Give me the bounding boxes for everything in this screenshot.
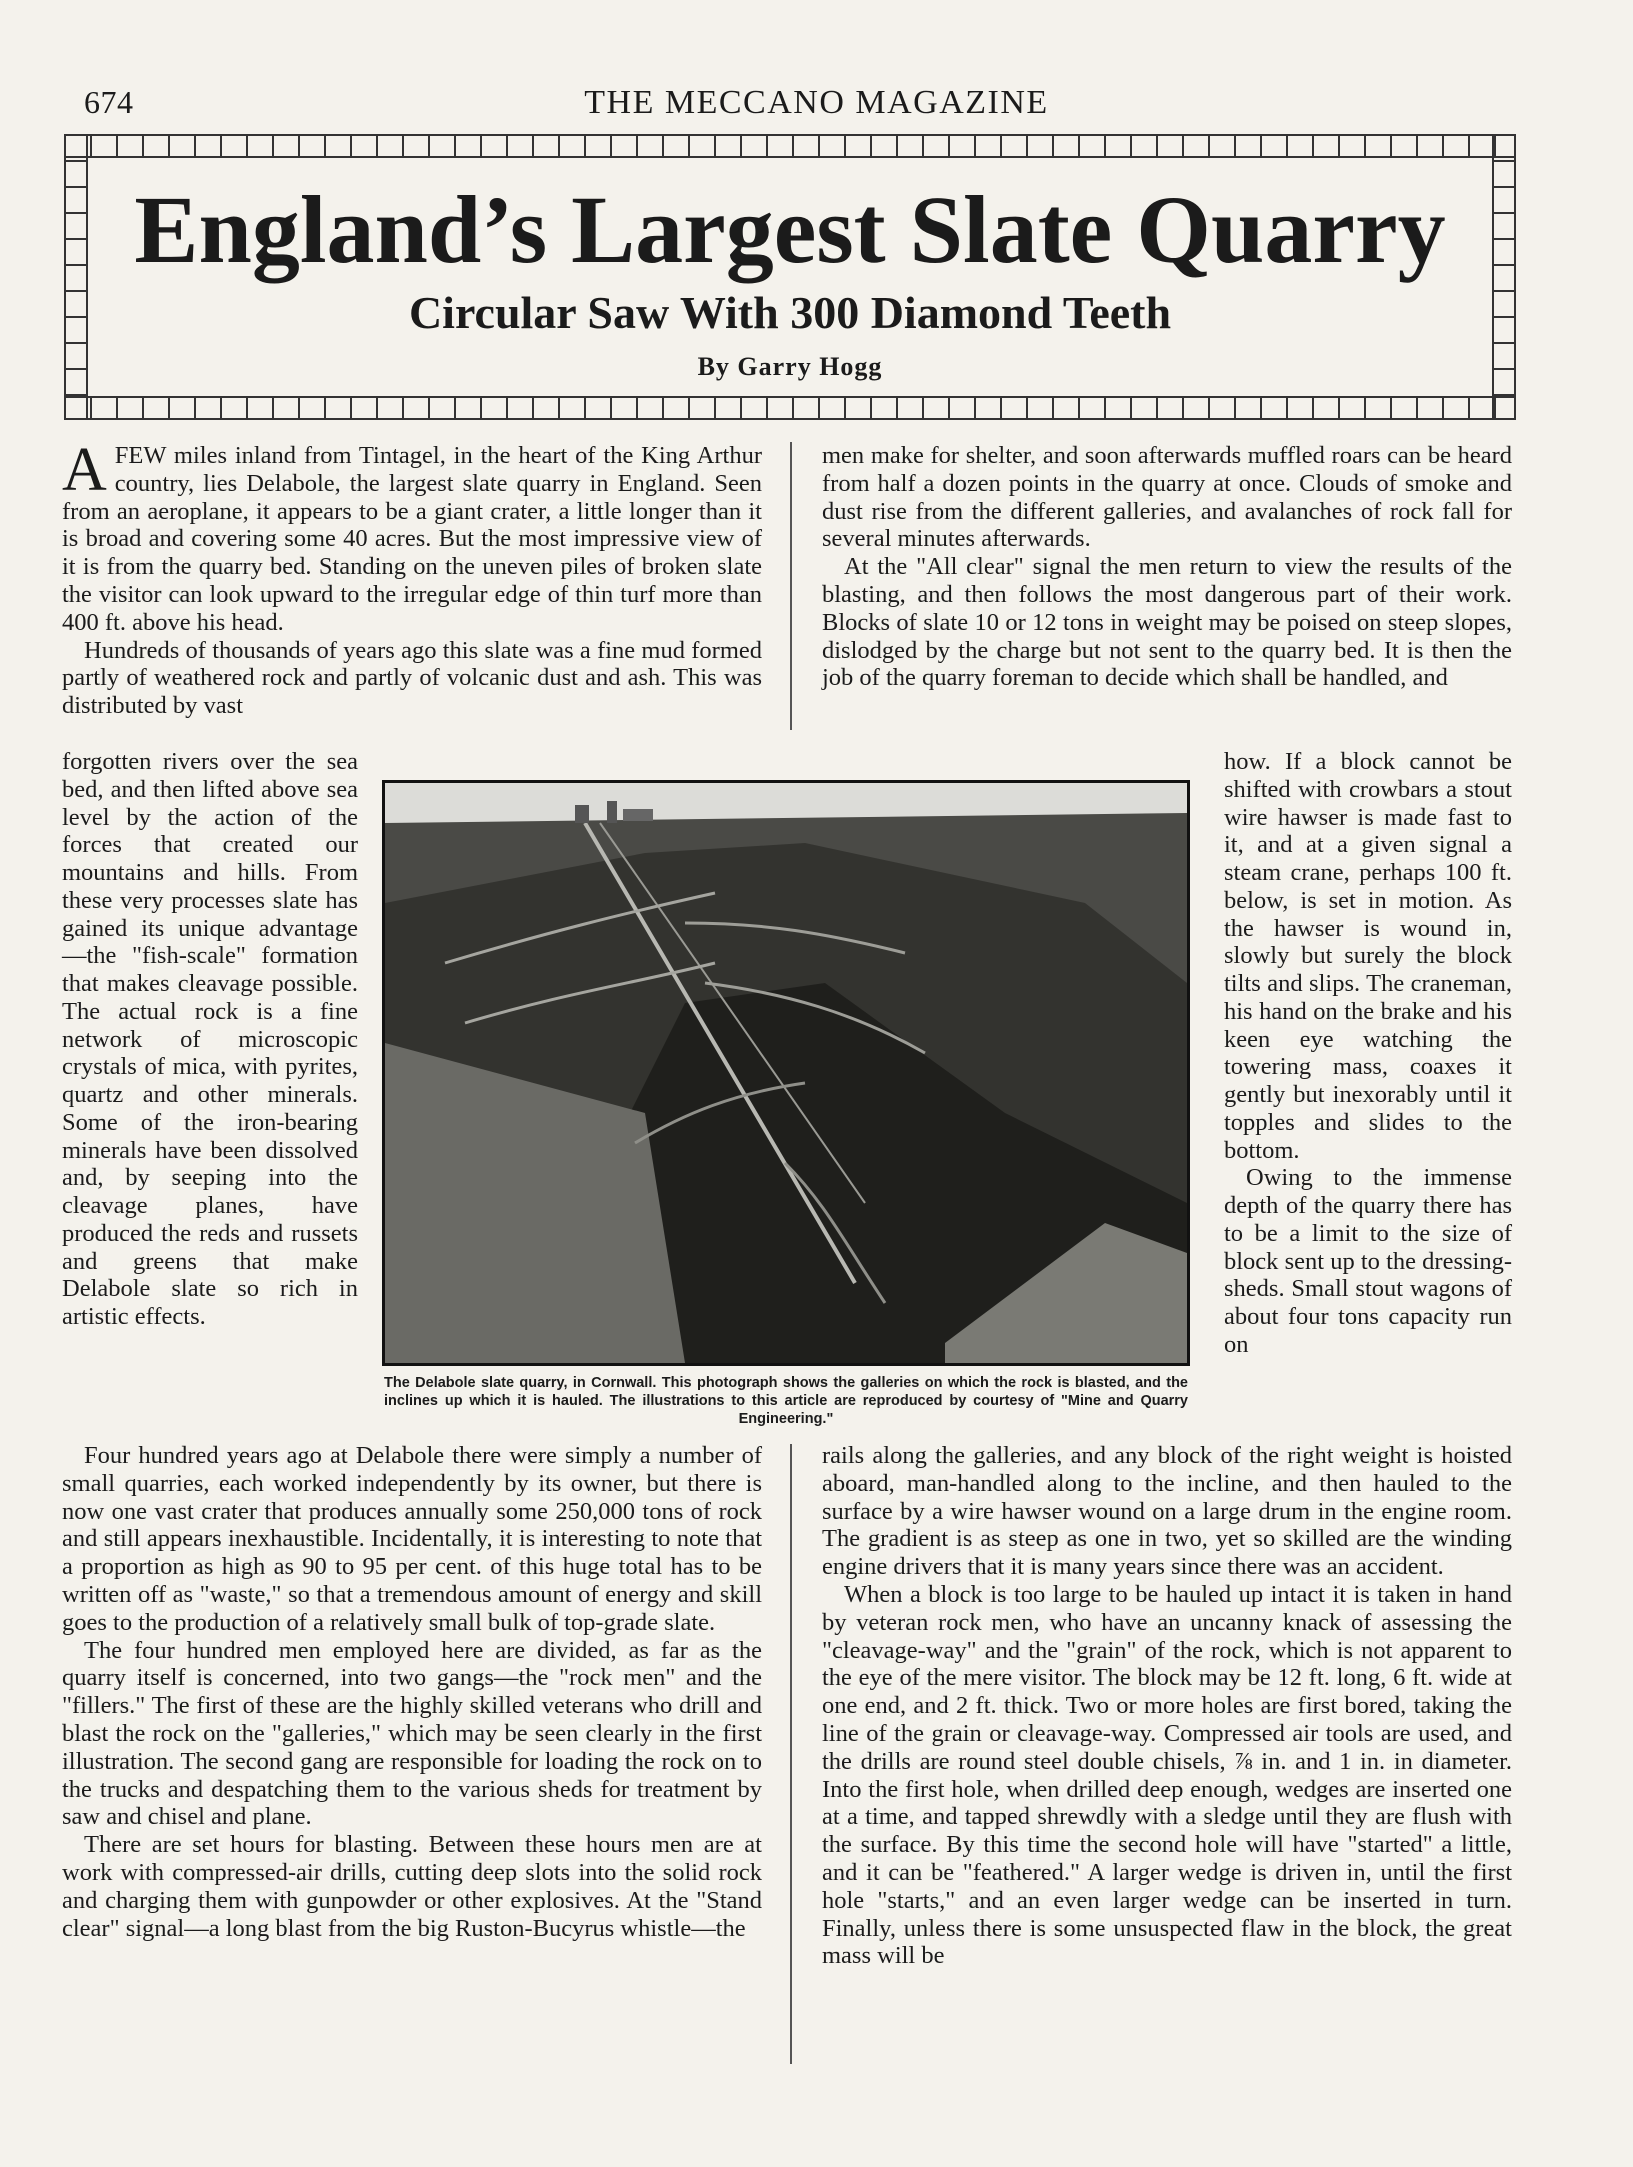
intro-paragraph (62, 436, 762, 637)
paragraph: Hundreds of thousands of years ago this slate was a fine mud formed partly of weathered rock and partly of volcanic dust and ash. This was distributed by vast (62, 636, 762, 720)
left-column-top (62, 436, 762, 720)
article-title: England’s Largest Slate Quarry (134, 176, 1446, 283)
paragraph: There are set hours for blasting. Between these hours men are at work with compressed-air drills, cutting deep slots into the solid rock and charging them with gunpowder or other explosives. At the "Stand clear" signal—a long blast from the big Ruston-Bucyrus whistle—the (62, 1831, 762, 1942)
left-wrap-text (62, 748, 358, 1331)
building (607, 801, 617, 823)
building (623, 809, 653, 821)
decorative-border-top (64, 134, 1516, 158)
article-subtitle: Circular Saw With 300 Diamond Teeth (408, 287, 1172, 338)
photo-caption: The Delabole slate quarry, in Cornwall. This photograph shows the galleries on which the rock is blasted, and the inclines up which it is hauled. The illustrations to this article are reproduced by courtesy of "Mine and Quarry Engineering." (384, 1375, 1188, 1427)
byline: By Garry Hogg (697, 352, 883, 381)
right-column-lower (822, 1442, 1512, 1970)
paragraph: At the "All clear" signal the men return to view the results of the blasting, and then follows the most dangerous part of their work. Blocks of slate 10 or 12 tons in weight may be poised on steep slopes, dislodged by the charge but not sent to the quarry bed. It is then the job of the quarry foreman to decide which shall be handled, and (822, 553, 1512, 692)
title-box (64, 134, 1516, 420)
magazine-title: THE MECCANO MAGAZINE (584, 84, 1049, 121)
drop-cap: A (62, 436, 107, 504)
right-wrap-text (1224, 748, 1512, 1359)
intro-text: FEW miles inland from Tintagel, in the heart of the King Arthur country, lies Delabole, the largest slate quarry in England. Seen from an aeroplane, it appears to be a giant crater, a little longer than it is broad and covering some 40 acres. But the most impressive view of it is from the quarry bed. Standing on the uneven piles of broken slate the visitor can look upward to the irregular edge of thin turf more than 400 ft. above his head. (62, 442, 762, 636)
paragraph: rails along the galleries, and any block of the right weight is hoisted aboard, man-handled along to the incline, and then hauled to the surface by a wire hawser wound on a large drum in the engine room. The gradient is as steep as one in two, yet so skilled are the winding engine drivers that it is many years since there was an accident. (822, 1442, 1512, 1581)
decorative-border-bottom (64, 396, 1516, 420)
left-column-lower (62, 1442, 762, 1942)
paragraph: forgotten rivers over the sea bed, and then lifted above sea level by the action of the forces that created our mountains and hills. From these very processes slate has gained its unique advantage—the "fish-scale" formation that makes cleavage possible. The actual rock is a fine network of microscopic crystals of mica, with pyrites, quartz and other minerals. Some of the iron-bearing minerals have been dissolved and, by seeping into the cleavage planes, have produced the reds and russets and greens that make Delabole slate so rich in artistic effects. (62, 748, 358, 1330)
right-column-top (822, 442, 1512, 692)
building (575, 805, 589, 823)
paragraph: Four hundred years ago at Delabole there were simply a number of small quarries, each worked independently by its owner, but there is now one vast crater that produces annually some 250,000 tons of rock and still appears inexhaustible. Incidentally, it is interesting to note that a proportion as high as 90 to 95 per cent. of this huge total has to be written off as "waste," so that a tremendous amount of energy and skill goes to the production of a relatively small bulk of top-grade slate. (62, 1442, 762, 1636)
paragraph: When a block is too large to be hauled up intact it is taken in hand by veteran rock men, who have an uncanny knack of assessing the "cleavage-way" and the "grain" of the rock, which is not apparent to the eye of the mere visitor. The block may be 12 ft. long, 6 ft. wide at one end, and 2 ft. thick. Two or more holes are first bored, taking the line of the grain or cleavage-way. Compressed air tools are used, and the drills are round steel double chisels, ⅞ in. and 1 in. in diameter. Into the first hole, when drilled deep enough, wedges are inserted one at a time, and tapped shrewdly with a sledge until they are flush with the surface. By this time the second hole will have "started" a little, and it can be "feathered." A larger wedge is driven in, until the first hole "starts," and an even larger wedge can be inserted in turn. Finally, unless there is some unsuspected flaw in the block, the great mass will be (822, 1580, 1512, 1970)
paragraph: The four hundred men employed here are divided, as far as the quarry itself is concerned, into two gangs—the "rock men" and the "fillers." The first of these are the highly skilled veterans who drill and blast the rock on the "galleries," which may be seen clearly in the first illustration. The second gang are responsible for loading the rock on to the trucks and despatching them to the various sheds for treatment by saw and chisel and plane. (62, 1636, 762, 1831)
paragraph: how. If a block cannot be shifted with crowbars a stout wire hawser is made fast to it, and at a given signal a steam crane, perhaps 100 ft. below, is set in motion. As the hawser is wound in, slowly but surely the block tilts and slips. The craneman, his hand on the brake and his keen eye watching the towering mass, coaxes it gently but inexorably until it topples and slides to the bottom. (1224, 748, 1512, 1164)
quarry-illustration (385, 783, 1187, 1363)
column-rule-bottom (790, 1444, 792, 2064)
page-number: 674 (84, 84, 134, 120)
quarry-photograph (382, 780, 1190, 1366)
column-rule-top (790, 442, 792, 730)
paragraph: men make for shelter, and soon afterwards muffled roars can be heard from half a dozen points in the quarry at once. Clouds of smoke and dust rise from the different galleries, and avalanches of rock fall for several minutes afterwards. (822, 442, 1512, 553)
paragraph: Owing to the immense depth of the quarry there has to be a limit to the size of block sent up to the dressing-sheds. Small stout wagons of about four tons capacity run on (1224, 1164, 1512, 1358)
